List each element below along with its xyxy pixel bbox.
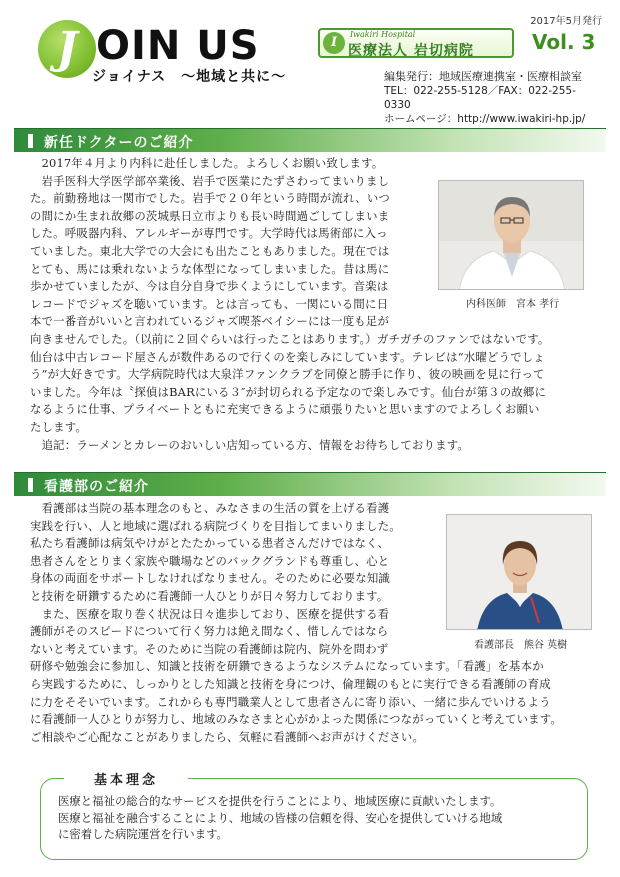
text-line: 医療と福祉の総合的なサービスを提供を行うことにより、地域医療に貢献いたします。 (58, 794, 502, 808)
section-marker (28, 134, 33, 148)
text-line: レコードでジャズを聴いています。とは言っても、一関にいる間に日 (30, 296, 389, 311)
section-header-doctor (14, 128, 606, 152)
newsletter-title: OIN US (96, 23, 260, 69)
text-line: 向きませんでした。（以前に２回ぐらいは行ったことはあります。）ガチガチのファンではないです。 (30, 331, 550, 346)
contact-info (384, 70, 602, 126)
section-title-doctor: 新任ドクターのご紹介 (44, 135, 194, 151)
nursing-photo-caption: 看護部長 熊谷 英樹 (474, 640, 568, 651)
section-header-nursing (14, 472, 606, 496)
issue-date: 2017年5月発行 (530, 16, 602, 27)
text-line: ら実践するために、しっかりとした知識と技術を身につけ、倫理観のもとに実行できる看護師の育成 (30, 676, 551, 691)
text-line: ご相談やご心配なことがありましたら、気軽に看護師へお声がけください。 (30, 729, 425, 744)
text-line: 私たち看護師は病気やけがとたたかっている患者さんだけではなく、 (30, 536, 390, 551)
text-line: に密着した病院運営を行います。 (58, 827, 228, 841)
homepage-link[interactable]: ホームページ：http://www.iwakiri-hp.jp/ (384, 113, 586, 125)
text-line: 研修や勉強会に参加し、知識と技術を研鑽できるようなシステムになっています。「看護」を基本か (30, 659, 544, 674)
text-line: 本で一番音がいいと言われているジャズ喫茶ベイシーには一度も足が (30, 314, 390, 329)
hospital-name-jp: 医療法人 岩切病院 (348, 43, 474, 59)
text-line: 患者さんをとりまく家族や職場などのバックグランドも尊重し、心と (30, 553, 390, 568)
text-line: たします。 (30, 419, 88, 434)
text-line: 医療と福祉を融合することにより、地域の皆様の信頼を得、安心を提供していける地域 (58, 810, 503, 825)
section-title-nursing: 看護部のご紹介 (44, 479, 149, 495)
text-line: に力をそそいでいます。これからも専門職業人として患者さんに寄り添い、一緒に歩んでいけるよう (30, 694, 551, 709)
text-line: 2017年４月より内科に赴任しました。よろしくお願い致します。 (30, 156, 384, 170)
tel-fax-line: TEL：022-255-5128／FAX：022-255-0330 (384, 85, 576, 111)
text-line: た。前勤務地は一関市でした。岩手で２０年という時間が流れ、いつ (30, 191, 390, 206)
text-line: 身体の両面をサポートしなければなりません。そのために必要な知識 (30, 571, 390, 586)
volume-number: Vol. 3 (532, 30, 596, 54)
principle-title: 基本理念 (64, 769, 188, 788)
text-line: の間にか生まれ故郷の茨城県日立市よりも長い時間過ごしてしまいま (30, 208, 390, 223)
text-line: 追記：ラーメンとカレーのおいしい店知っている方、情報をお待ちしております。 (30, 437, 469, 452)
text-line: なるように仕事、プライベートともに充実できるように頑張りたいと思いますのでよろしくお願い (30, 402, 540, 417)
text-line: に看護師一人ひとりが努力し、地域のみなさまと心がかよった関係につながっていくと考えています。 (30, 712, 563, 727)
text-line: また、医療を取り巻く状況は日々進歩しており、医療を提供する看 (30, 606, 390, 621)
text-line: 歩かせていましたが、今は自分自身で歩くようにしています。音楽は (30, 279, 389, 294)
section-marker (28, 478, 33, 492)
text-line: と技術を研鑽するために看護師一人ひとりが日々努力しております。 (30, 588, 389, 603)
principle-text (58, 793, 502, 843)
doctor-portrait (439, 181, 584, 290)
hospital-name-en: Iwakiri Hospital (350, 30, 416, 39)
doctor-photo-caption: 内科医師 宮本 孝行 (466, 299, 560, 310)
text-line: とても、馬には乗れないような体型になってしまいました。昔は馬に (30, 261, 390, 276)
text-line: 看護部は当院の基本理念のもと、みなさまの生活の質を上げる看護 (30, 501, 390, 515)
hospital-emblem-icon: I (323, 32, 345, 54)
text-line: 実践を行い、人と地域に選ばれる病院づくりを目指してまいりました。 (30, 518, 401, 533)
text-line: 護師がそのスピードについて行く努力は絶え間なく、惜しんではなら (30, 624, 389, 639)
editor-line: 編集発行：地域医療連携室・医療相談室 (384, 70, 582, 83)
text-line: いました。今年は〝探偵はBARにいる３″が封切られる予定なので楽しみです。仙台が第３の故郷に (30, 384, 547, 399)
logo-mark: J (38, 20, 96, 78)
text-line: ていました。東北大学での大会にも出たこともありました。現在では (30, 243, 390, 258)
hospital-logo (318, 28, 514, 58)
text-line: ないと考えています。そのために当院の看護師は院内、院外を問わず (30, 641, 389, 656)
nursing-director-photo (446, 514, 592, 630)
nursing-director-portrait (447, 515, 592, 630)
text-line: 仙台は中古レコード屋さんが数件あるので行くのを楽しみにしています。テレビは“水曜どうでしょ (30, 349, 545, 364)
doctor-photo (438, 180, 584, 290)
text-line: 岩手医科大学医学部卒業後、岩手で医業にたずさわってまいりまし (30, 173, 390, 188)
text-line: う”が大好きです。大学病院時代は大泉洋ファンクラブを同僚と勝手に作り、彼の映画を見に行って (30, 367, 545, 382)
text-line: した。呼吸器内科、アレルギーが専門です。大学時代は馬術部に入っ (30, 226, 388, 241)
newsletter-subtitle: ジョイナス ～地域と共に～ (92, 69, 287, 85)
